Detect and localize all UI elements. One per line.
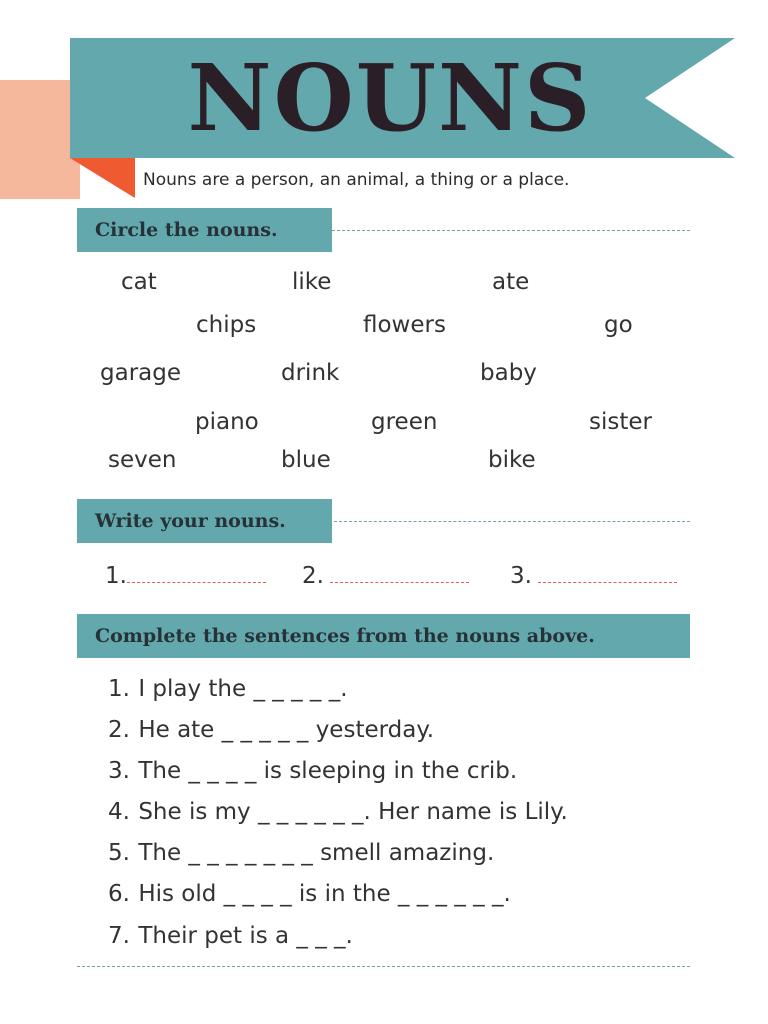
sentence-number: 4.	[108, 799, 130, 825]
sentence-number: 6.	[108, 881, 130, 907]
sentence-number: 2.	[108, 717, 130, 743]
sentence-text: His old _ _ _ _ is in the _ _ _ _ _ _.	[138, 881, 511, 907]
sentence-item	[97, 799, 568, 825]
noun-word-like[interactable]: like	[292, 269, 332, 295]
sentence-item	[97, 758, 517, 784]
noun-word-sister[interactable]: sister	[589, 409, 652, 435]
noun-word-ate[interactable]: ate	[492, 269, 530, 295]
noun-word-baby[interactable]: baby	[480, 360, 537, 386]
sentence-number: 7.	[108, 923, 130, 949]
write-blank-line-2[interactable]	[330, 582, 469, 583]
footer-divider	[77, 966, 690, 967]
sentence-item	[97, 676, 348, 702]
noun-word-drink[interactable]: drink	[281, 360, 340, 386]
page-title: NOUNS	[187, 44, 593, 152]
section-header-write: Write your nouns.	[77, 499, 332, 543]
noun-word-blue[interactable]: blue	[281, 447, 331, 473]
sentence-number: 1.	[108, 676, 130, 702]
noun-word-bike[interactable]: bike	[488, 447, 536, 473]
sentence-number: 5.	[108, 840, 130, 866]
page-subtitle: Nouns are a person, an animal, a thing or a place.	[143, 170, 570, 190]
section-header-complete: Complete the sentences from the nouns above.	[77, 614, 690, 658]
sentence-text: Their pet is a _ _ _.	[138, 923, 353, 949]
sentence-text: The _ _ _ _ is sleeping in the crib.	[138, 758, 518, 784]
sentence-text: I play the _ _ _ _ _.	[138, 676, 348, 702]
section-header-circle: Circle the nouns.	[77, 208, 332, 252]
noun-word-flowers[interactable]: flowers	[363, 312, 446, 338]
sentence-text: She is my _ _ _ _ _ _. Her name is Lily.	[138, 799, 568, 825]
sentence-item	[97, 840, 494, 866]
sentence-item	[97, 923, 353, 949]
ribbon-fold	[70, 158, 135, 198]
sentence-item	[97, 717, 434, 743]
write-blank-number: 1.	[105, 563, 127, 589]
noun-word-seven[interactable]: seven	[108, 447, 177, 473]
sentence-number: 3.	[108, 758, 130, 784]
noun-word-cat[interactable]: cat	[121, 269, 157, 295]
section-divider	[334, 521, 690, 522]
section-divider	[332, 230, 690, 231]
noun-word-piano[interactable]: piano	[195, 409, 259, 435]
write-blank-number: 2.	[302, 563, 324, 589]
noun-word-chips[interactable]: chips	[196, 312, 257, 338]
noun-word-go[interactable]: go	[604, 312, 633, 338]
noun-word-garage[interactable]: garage	[100, 360, 181, 386]
sentence-text: He ate _ _ _ _ _ yesterday.	[138, 717, 434, 743]
write-blank-line-3[interactable]	[538, 582, 677, 583]
sentence-item	[97, 881, 511, 907]
write-blank-number: 3.	[510, 563, 532, 589]
write-blank-line-1[interactable]	[127, 582, 266, 583]
noun-word-green[interactable]: green	[371, 409, 438, 435]
sentence-text: The _ _ _ _ _ _ _ smell amazing.	[138, 840, 495, 866]
